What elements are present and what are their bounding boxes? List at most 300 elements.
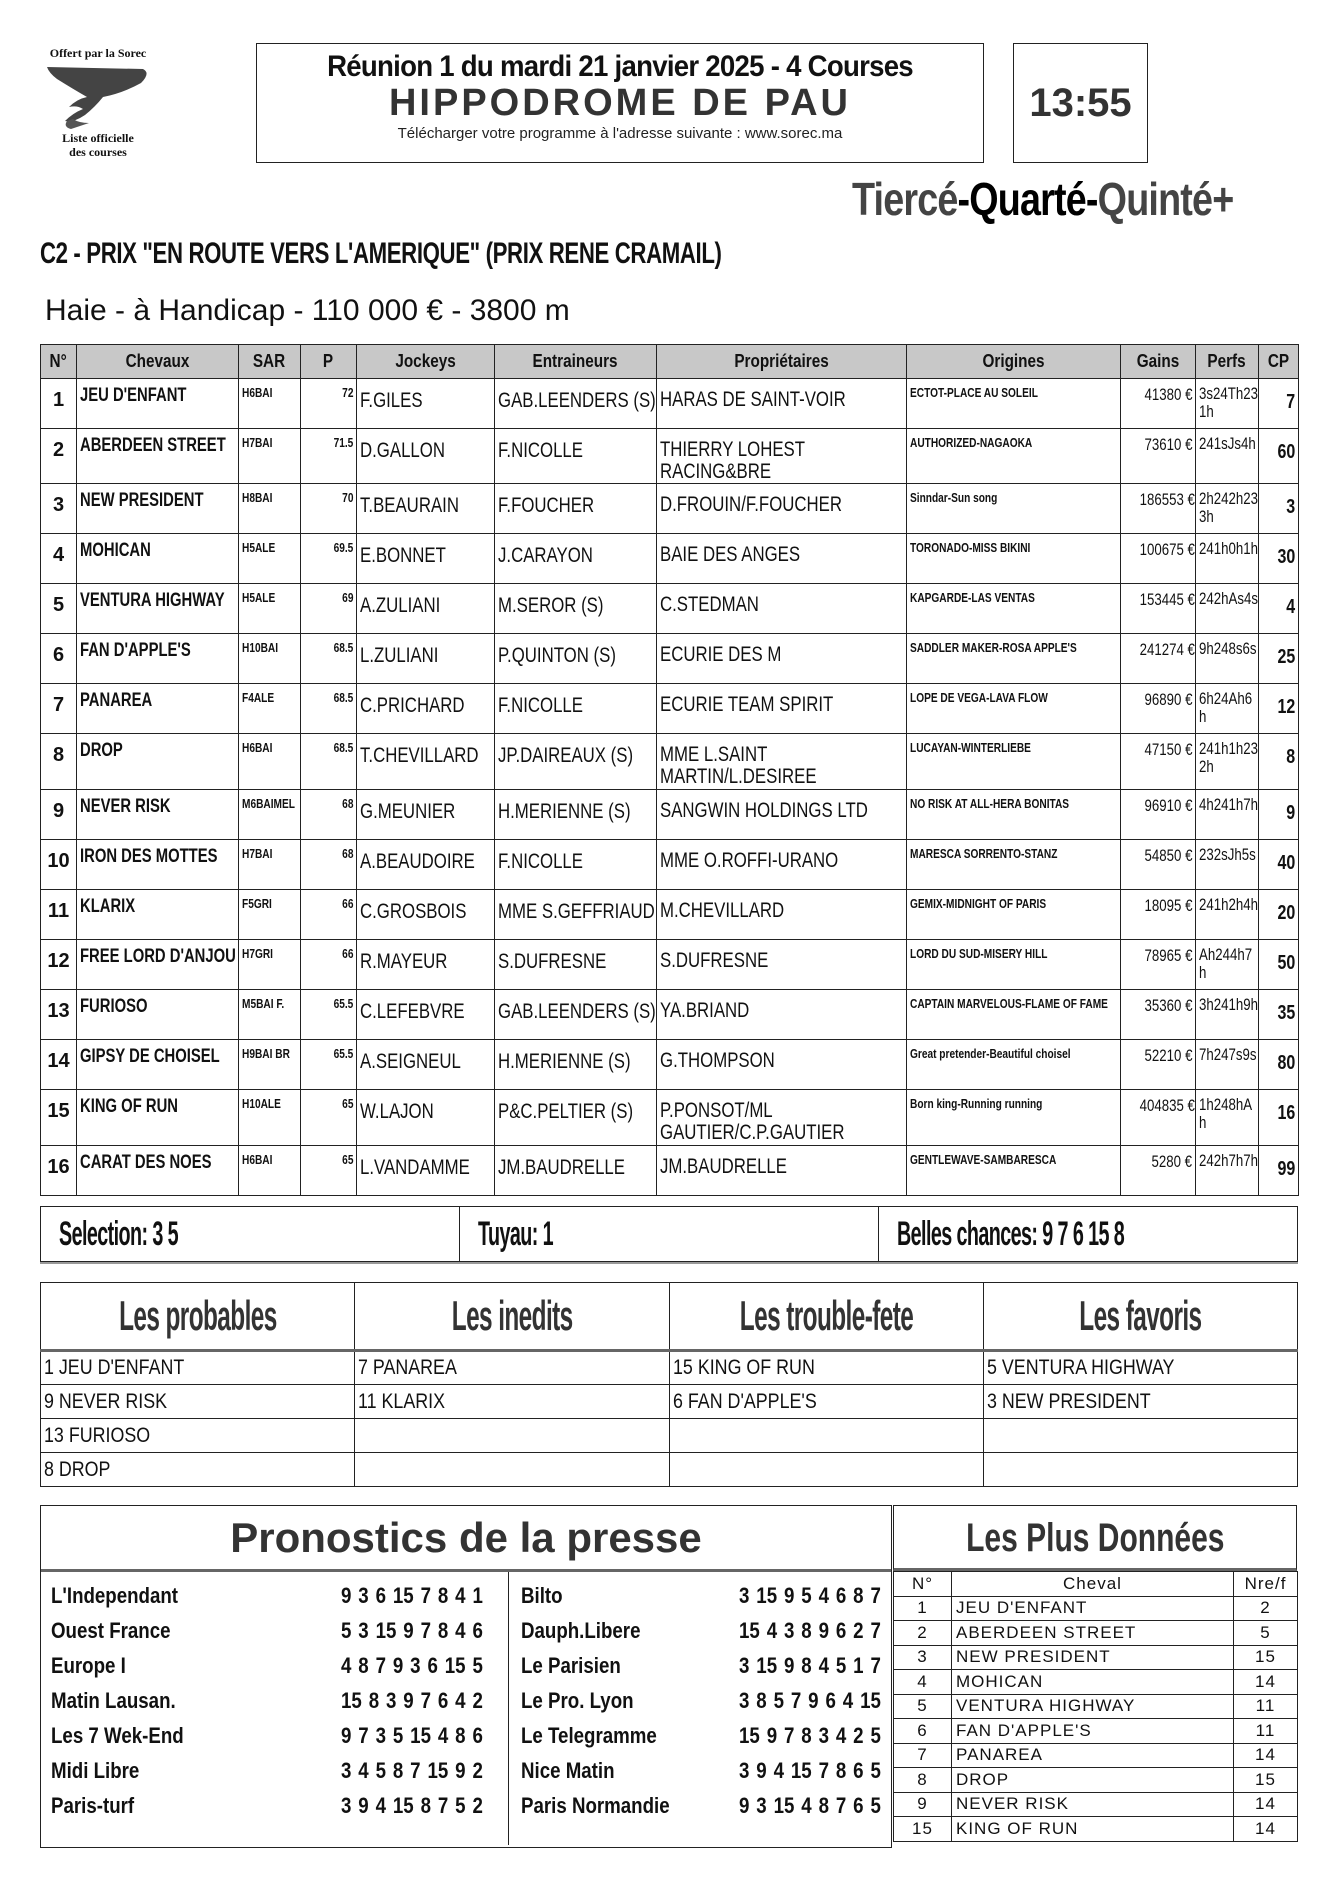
horse-weight: 71.5	[333, 435, 353, 450]
jockey-name: W.LAJON	[360, 1100, 434, 1123]
trainer-name-cell	[495, 1090, 657, 1146]
download-notice: Télécharger votre programme à l'adresse suivante : www.sorec.ma	[397, 125, 843, 142]
runner-row	[41, 534, 1299, 584]
press-source-cell	[509, 1793, 739, 1819]
press-source: Nice Matin	[520, 1757, 615, 1783]
category-entry: 13 FURIOSO	[44, 1423, 151, 1447]
trainer-name: GAB.LEENDERS (S)	[498, 389, 656, 412]
horse-sar: H5ALE	[242, 540, 276, 555]
most-picked-row	[894, 1768, 1298, 1793]
horse-sar: F5GRI	[242, 896, 272, 911]
press-picks: 9 7 3 5 15 4 8 6	[341, 1722, 483, 1748]
horse-earnings-cell	[1121, 890, 1196, 940]
jockey-name-cell	[357, 484, 495, 534]
column-header	[1196, 345, 1259, 379]
most-picked-count: 14	[1234, 1792, 1298, 1817]
horse-origin-cell	[907, 1146, 1121, 1196]
category-cell	[669, 1453, 983, 1487]
owner-name-cell	[657, 1146, 907, 1196]
runner-row	[41, 990, 1299, 1040]
most-picked-column-header: Cheval	[952, 1572, 1234, 1597]
horse-weight: 68.5	[333, 640, 353, 655]
owner-name-cell	[657, 684, 907, 734]
press-picks: 3 4 5 8 7 15 9 2	[341, 1757, 483, 1783]
runner-number-cell	[41, 634, 77, 684]
trainer-name: F.NICOLLE	[498, 694, 583, 717]
horse-sar: H7BAI	[242, 846, 273, 861]
horse-cp-cell	[1259, 379, 1299, 429]
owner-name: YA.BRIAND	[660, 999, 750, 1022]
horse-earnings-cell	[1121, 840, 1196, 890]
horse-performances: 241sJs4h	[1199, 434, 1256, 453]
runner-number-cell	[41, 890, 77, 940]
trainer-name: J.CARAYON	[498, 544, 593, 567]
horse-origin-cell	[907, 840, 1121, 890]
press-row	[41, 1788, 508, 1823]
press-picks-cell	[341, 1653, 508, 1679]
runner-number-cell	[41, 1146, 77, 1196]
category-header-label: Les probables	[118, 1292, 277, 1339]
horse-cp: 60	[1277, 441, 1295, 463]
trainer-name-cell	[495, 990, 657, 1040]
horse-performances-cell	[1196, 684, 1259, 734]
most-picked-number: 1	[894, 1596, 952, 1621]
most-picked-horse: NEW PRESIDENT	[952, 1645, 1234, 1670]
most-picked-count: 14	[1234, 1817, 1298, 1842]
press-picks-cell	[341, 1618, 508, 1644]
horse-weight-cell	[301, 584, 357, 634]
horse-cp-cell	[1259, 634, 1299, 684]
horse-weight: 65	[341, 1152, 353, 1167]
horse-earnings-cell	[1121, 1146, 1196, 1196]
column-header	[907, 345, 1121, 379]
trainer-name-cell	[495, 584, 657, 634]
horse-name-cell	[77, 734, 239, 790]
horse-earnings: 73610 €	[1144, 435, 1192, 454]
category-row	[41, 1453, 1298, 1487]
most-picked-number: 3	[894, 1645, 952, 1670]
horse-name: ABERDEEN STREET	[80, 435, 226, 456]
press-picks-cell	[341, 1688, 508, 1714]
press-picks-cell	[341, 1793, 508, 1819]
horse-earnings: 18095 €	[1144, 896, 1192, 915]
horse-weight-cell	[301, 840, 357, 890]
horse-origin-cell	[907, 1040, 1121, 1090]
category-entry: 7 PANAREA	[358, 1356, 458, 1379]
owner-name-cell	[657, 990, 907, 1040]
runner-number: 3	[52, 494, 65, 516]
runner-number: 5	[52, 594, 65, 616]
press-source: Le Telegramme	[520, 1722, 657, 1748]
horse-origin: AUTHORIZED-NAGAOKA	[910, 435, 1033, 450]
horse-weight: 65.5	[333, 996, 353, 1011]
horse-sar-cell	[239, 684, 301, 734]
most-picked-row	[894, 1694, 1298, 1719]
horse-weight-cell	[301, 1040, 357, 1090]
category-header-label: Les trouble-fete	[739, 1292, 913, 1339]
horse-cp: 4	[1286, 596, 1295, 618]
column-header-label: Jockeys	[395, 351, 456, 371]
owner-name-cell	[657, 1090, 907, 1146]
horse-cp-cell	[1259, 990, 1299, 1040]
horse-cp: 12	[1277, 696, 1295, 718]
owner-name: G.THOMPSON	[660, 1049, 775, 1072]
column-header-label: P	[323, 351, 334, 371]
horse-earnings: 35360 €	[1144, 996, 1192, 1015]
press-row	[509, 1578, 906, 1613]
horse-weight: 72	[341, 385, 353, 400]
runner-row	[41, 484, 1299, 534]
column-header-label: N°	[49, 351, 68, 371]
press-source: Midi Libre	[51, 1757, 140, 1783]
category-entry: 1 JEU D'ENFANT	[44, 1356, 185, 1379]
trainer-name-cell	[495, 840, 657, 890]
horse-origin: LOPE DE VEGA-LAVA FLOW	[910, 690, 1048, 705]
horse-sar: H6BAI	[242, 740, 273, 755]
horse-earnings: 47150 €	[1144, 740, 1192, 759]
owner-name: D.FROUIN/F.FOUCHER	[660, 493, 842, 516]
press-source: Bilto	[520, 1582, 563, 1608]
runner-row	[41, 790, 1299, 840]
jockey-name-cell	[357, 990, 495, 1040]
jockey-name-cell	[357, 840, 495, 890]
category-cell	[355, 1351, 669, 1385]
most-picked-number: 7	[894, 1743, 952, 1768]
jockey-name-cell	[357, 940, 495, 990]
press-source-cell	[41, 1583, 341, 1609]
most-picked-column-header: Nre/f	[1234, 1572, 1298, 1597]
trainer-name-cell	[495, 1040, 657, 1090]
category-entry: 8 DROP	[44, 1457, 111, 1481]
horse-sar-cell	[239, 1146, 301, 1196]
horse-weight: 66	[341, 946, 353, 961]
horse-cp: 35	[1277, 1002, 1295, 1024]
horse-cp-cell	[1259, 684, 1299, 734]
horse-sar: H7BAI	[242, 435, 273, 450]
jockey-name-cell	[357, 1040, 495, 1090]
trainer-name: JP.DAIREAUX (S)	[498, 744, 634, 767]
logo-bottom-text-1: Liste officielle	[62, 131, 134, 145]
category-cell	[983, 1453, 1297, 1487]
press-picks: 3 15 9 5 4 6 8 7	[738, 1582, 881, 1608]
trainer-name-cell	[495, 634, 657, 684]
tips-bar	[40, 1206, 1298, 1262]
horse-weight-cell	[301, 1146, 357, 1196]
horse-performances: 3s24Th231h	[1199, 384, 1258, 421]
horse-earnings-cell	[1121, 940, 1196, 990]
press-source-cell	[41, 1793, 341, 1819]
owner-name: M.CHEVILLARD	[660, 899, 785, 922]
most-picked-number: 6	[894, 1719, 952, 1744]
horse-origin: Born king-Running running	[910, 1096, 1043, 1111]
runner-number-cell	[41, 584, 77, 634]
trainer-name: MME S.GEFFRIAUD	[498, 900, 655, 923]
horse-sar-cell	[239, 584, 301, 634]
owner-name: ECURIE DES M	[660, 643, 782, 666]
tips-selection: Selection: 3 5	[59, 1214, 179, 1253]
bet-quarte: -Quarté-	[957, 173, 1098, 225]
press-source: Matin Lausan.	[51, 1687, 176, 1713]
horse-sar-cell	[239, 634, 301, 684]
jockey-name-cell	[357, 684, 495, 734]
runner-number: 13	[47, 1000, 70, 1022]
horse-performances: 4h241h7h	[1199, 795, 1258, 814]
jockey-name: G.MEUNIER	[360, 800, 456, 823]
horse-name: KLARIX	[80, 896, 136, 917]
horse-earnings-cell	[1121, 534, 1196, 584]
owner-name-cell	[657, 734, 907, 790]
horse-name-cell	[77, 584, 239, 634]
horse-earnings-cell	[1121, 734, 1196, 790]
horse-weight-cell	[301, 484, 357, 534]
horse-performances-cell	[1196, 429, 1259, 484]
category-cell	[669, 1351, 983, 1385]
category-cell	[355, 1385, 669, 1419]
owner-name-cell	[657, 484, 907, 534]
press-picks: 4 8 7 9 3 6 15 5	[341, 1652, 483, 1678]
column-header	[41, 345, 77, 379]
press-forecasts	[40, 1505, 892, 1848]
horse-performances-cell	[1196, 634, 1259, 684]
trainer-name: F.FOUCHER	[498, 494, 595, 517]
owner-name: SANGWIN HOLDINGS LTD	[660, 799, 868, 822]
horse-origin-cell	[907, 940, 1121, 990]
trainer-name: F.NICOLLE	[498, 439, 583, 462]
press-picks: 5 3 15 9 7 8 4 6	[341, 1617, 483, 1643]
trainer-name-cell	[495, 534, 657, 584]
horse-weight-cell	[301, 684, 357, 734]
most-picked-panel	[893, 1505, 1297, 1842]
category-header	[669, 1283, 983, 1351]
press-row	[41, 1613, 508, 1648]
horse-earnings-cell	[1121, 484, 1196, 534]
horse-sar-cell	[239, 1040, 301, 1090]
trainer-name-cell	[495, 379, 657, 429]
press-row	[509, 1648, 906, 1683]
most-picked-count: 11	[1234, 1719, 1298, 1744]
horse-cp-cell	[1259, 790, 1299, 840]
runner-number: 10	[47, 850, 70, 872]
press-source-cell	[41, 1688, 341, 1714]
owner-name: THIERRY LOHEST RACING&BRE	[660, 438, 805, 483]
horse-origin-cell	[907, 890, 1121, 940]
category-cell	[983, 1385, 1297, 1419]
horse-performances: 242hAs4s	[1199, 589, 1258, 608]
category-row	[41, 1385, 1298, 1419]
jockey-name-cell	[357, 1146, 495, 1196]
horse-earnings-cell	[1121, 790, 1196, 840]
press-source: L'Independant	[51, 1582, 179, 1608]
runner-number-cell	[41, 734, 77, 790]
runner-number-cell	[41, 840, 77, 890]
horse-earnings-cell	[1121, 990, 1196, 1040]
most-picked-row	[894, 1792, 1298, 1817]
press-source: Paris-turf	[51, 1792, 135, 1818]
trainer-name-cell	[495, 429, 657, 484]
horse-origin-cell	[907, 734, 1121, 790]
most-picked-row	[894, 1719, 1298, 1744]
horse-earnings: 186553 €	[1139, 490, 1195, 509]
horse-name-cell	[77, 940, 239, 990]
horse-earnings: 153445 €	[1139, 590, 1195, 609]
horse-weight-cell	[301, 890, 357, 940]
horse-performances-cell	[1196, 1146, 1259, 1196]
horse-name: PANAREA	[80, 690, 153, 711]
horse-sar: H5ALE	[242, 590, 276, 605]
column-header-label: Gains	[1136, 351, 1180, 371]
horse-sar-cell	[239, 484, 301, 534]
category-cell	[669, 1419, 983, 1453]
runner-row	[41, 584, 1299, 634]
horse-performances: 7h247s9s	[1199, 1045, 1257, 1064]
most-picked-horse: JEU D'ENFANT	[952, 1596, 1234, 1621]
horse-cp: 50	[1277, 952, 1295, 974]
press-title: Pronostics de la presse	[41, 1506, 891, 1572]
horse-weight-cell	[301, 940, 357, 990]
horse-performances-cell	[1196, 940, 1259, 990]
most-picked-count: 5	[1234, 1621, 1298, 1646]
jockey-name: C.LEFEBVRE	[360, 1000, 465, 1023]
column-header	[1121, 345, 1196, 379]
press-picks-cell	[739, 1653, 906, 1679]
runner-row	[41, 1090, 1299, 1146]
runner-number: 11	[47, 900, 70, 922]
horse-earnings-cell	[1121, 684, 1196, 734]
horse-performances: 3h241h9h	[1199, 995, 1258, 1014]
horse-name: CARAT DES NOES	[80, 1152, 212, 1173]
press-picks-cell	[739, 1688, 906, 1714]
horse-cp-cell	[1259, 484, 1299, 534]
horse-origin: TORONADO-MISS BIKINI	[910, 540, 1031, 555]
runner-row	[41, 1040, 1299, 1090]
press-source: Dauph.Libere	[520, 1617, 641, 1643]
horse-name: GIPSY DE CHOISEL	[80, 1046, 220, 1067]
horse-weight-cell	[301, 379, 357, 429]
most-picked-column-header: N°	[894, 1572, 952, 1597]
horse-cp-cell	[1259, 940, 1299, 990]
owner-name: C.STEDMAN	[660, 593, 759, 616]
trainer-name-cell	[495, 734, 657, 790]
column-header-label: Propriétaires	[734, 351, 829, 371]
horse-origin: Great pretender-Beautiful choisel	[910, 1046, 1071, 1061]
press-picks: 3 9 4 15 8 7 5 2	[341, 1792, 483, 1818]
jockey-name: T.CHEVILLARD	[360, 744, 479, 767]
press-source: Les 7 Wek-End	[51, 1722, 184, 1748]
horse-name: FURIOSO	[80, 996, 148, 1017]
most-picked-horse: VENTURA HIGHWAY	[952, 1694, 1234, 1719]
horse-sar-cell	[239, 429, 301, 484]
horse-earnings-cell	[1121, 1040, 1196, 1090]
jockey-name: L.ZULIANI	[360, 644, 439, 667]
horse-earnings: 41380 €	[1144, 385, 1192, 404]
horse-performances: 232sJh5s	[1199, 845, 1256, 864]
category-cell	[983, 1419, 1297, 1453]
horse-performances-cell	[1196, 734, 1259, 790]
runner-row	[41, 1146, 1299, 1196]
owner-name: JM.BAUDRELLE	[660, 1155, 787, 1178]
jockey-name: A.SEIGNEUL	[360, 1050, 461, 1073]
horse-name: MOHICAN	[80, 540, 151, 561]
horse-performances: 2h242h233h	[1199, 489, 1258, 526]
category-cell	[669, 1385, 983, 1419]
horse-cp: 80	[1277, 1052, 1295, 1074]
column-header-label: Origines	[982, 351, 1045, 371]
most-picked-number: 9	[894, 1792, 952, 1817]
horse-weight-cell	[301, 1090, 357, 1146]
horse-earnings-cell	[1121, 1090, 1196, 1146]
logo-bottom-text-2: des courses	[69, 145, 127, 159]
horse-weight: 68.5	[333, 740, 353, 755]
trainer-name: GAB.LEENDERS (S)	[498, 1000, 656, 1023]
most-picked-header-row	[894, 1572, 1298, 1597]
jockey-name-cell	[357, 429, 495, 484]
horse-cp-cell	[1259, 584, 1299, 634]
press-source: Ouest France	[51, 1617, 171, 1643]
most-picked-horse: FAN D'APPLE'S	[952, 1719, 1234, 1744]
horse-sar: F4ALE	[242, 690, 275, 705]
column-header-label: Chevaux	[125, 351, 190, 371]
column-header	[77, 345, 239, 379]
horse-origin-cell	[907, 1090, 1121, 1146]
horse-origin: LUCAYAN-WINTERLIEBE	[910, 740, 1031, 755]
race-subtitle: Haie - à Handicap - 110 000 € - 3800 m	[45, 294, 570, 327]
jockey-name: A.BEAUDOIRE	[360, 850, 475, 873]
horse-origin-cell	[907, 484, 1121, 534]
horse-name-cell	[77, 990, 239, 1040]
press-source-cell	[509, 1688, 739, 1714]
most-picked-horse: DROP	[952, 1768, 1234, 1793]
horse-performances: 242h7h7h	[1199, 1151, 1258, 1170]
category-cell	[41, 1385, 355, 1419]
runner-number-cell	[41, 990, 77, 1040]
press-row	[41, 1718, 508, 1753]
horse-name-cell	[77, 1146, 239, 1196]
category-cell	[41, 1351, 355, 1385]
horse-sar: M6BAIMEL	[242, 796, 295, 811]
horse-sar-cell	[239, 990, 301, 1040]
runner-number: 12	[47, 950, 70, 972]
jockey-name-cell	[357, 734, 495, 790]
horse-origin-cell	[907, 429, 1121, 484]
most-picked-count: 15	[1234, 1645, 1298, 1670]
press-source-cell	[41, 1653, 341, 1679]
press-picks: 3 15 9 8 4 5 1 7	[738, 1652, 881, 1678]
column-header	[357, 345, 495, 379]
category-cell	[41, 1453, 355, 1487]
horse-performances-cell	[1196, 890, 1259, 940]
press-picks-cell	[739, 1618, 906, 1644]
category-cell	[355, 1453, 669, 1487]
category-row	[41, 1419, 1298, 1453]
jockey-name: C.GROSBOIS	[360, 900, 467, 923]
trainer-name: P&C.PELTIER (S)	[498, 1100, 634, 1123]
runner-row	[41, 429, 1299, 484]
press-picks: 3 9 4 15 7 8 6 5	[738, 1757, 881, 1783]
horse-origin-cell	[907, 584, 1121, 634]
jockey-name-cell	[357, 790, 495, 840]
most-picked-number: 5	[894, 1694, 952, 1719]
owner-name-cell	[657, 634, 907, 684]
meeting-header	[256, 43, 984, 163]
category-cell	[355, 1419, 669, 1453]
trainer-name: H.MERIENNE (S)	[498, 800, 631, 823]
horse-cp: 20	[1277, 902, 1295, 924]
most-picked-row	[894, 1596, 1298, 1621]
runner-number: 8	[52, 744, 65, 766]
horse-name: FREE LORD D'ANJOU	[80, 946, 236, 967]
horse-cp-cell	[1259, 534, 1299, 584]
horse-name-cell	[77, 790, 239, 840]
